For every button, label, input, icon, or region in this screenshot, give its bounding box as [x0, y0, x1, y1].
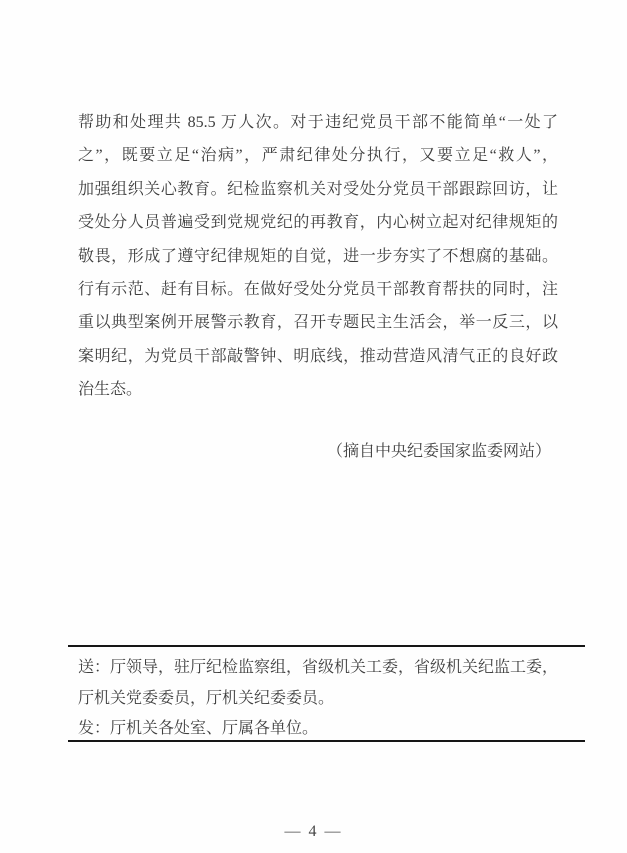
paragraph-line: 治生态。: [78, 381, 143, 399]
distribution-rule-bottom: [68, 740, 585, 742]
paragraph-line: 之”，既要立足“治病”，严肃纪律处分执行，又要立足“救人”，: [78, 147, 558, 165]
distribution-send-line: 送：厅领导，驻厅纪检监察组，省级机关工委，省级机关纪监工委，: [78, 659, 559, 676]
paragraph-line: 重以典型案例开展警示教育，召开专题民主生活会，举一反三，以: [78, 314, 558, 332]
paragraph-line: 帮助和处理共 85.5 万人次。对于违纪党员干部不能简单“一处了: [78, 114, 558, 131]
citation-line: （摘自中央纪委国家监委网站）: [326, 443, 551, 460]
paragraph-line: 加强组织关心教育。纪检监察机关对受处分党员干部跟踪回访，让: [78, 180, 558, 198]
paragraph-line: 敬畏，形成了遵守纪律规矩的自觉，进一步夯实了不想腐的基础。: [78, 247, 558, 265]
paragraph-line: 受处分人员普遍受到党规党纪的再教育，内心树立起对纪律规矩的: [78, 214, 558, 232]
distribution-send-line-continued: 厅机关党委委员，厅机关纪委委员。: [78, 690, 335, 707]
page-number: — 4 —: [284, 823, 343, 840]
paragraph-line: 案明纪，为党员干部敲警钟、明底线，推动营造风清气正的良好政: [78, 347, 558, 365]
body-paragraph: [78, 106, 558, 407]
paragraph-line: 行有示范、赶有目标。在做好受处分党员干部教育帮扶的同时，注: [78, 280, 558, 298]
distribution-rule-top: [68, 645, 585, 647]
distribution-issue-line: 发：厅机关各处室、厅属各单位。: [78, 720, 319, 737]
